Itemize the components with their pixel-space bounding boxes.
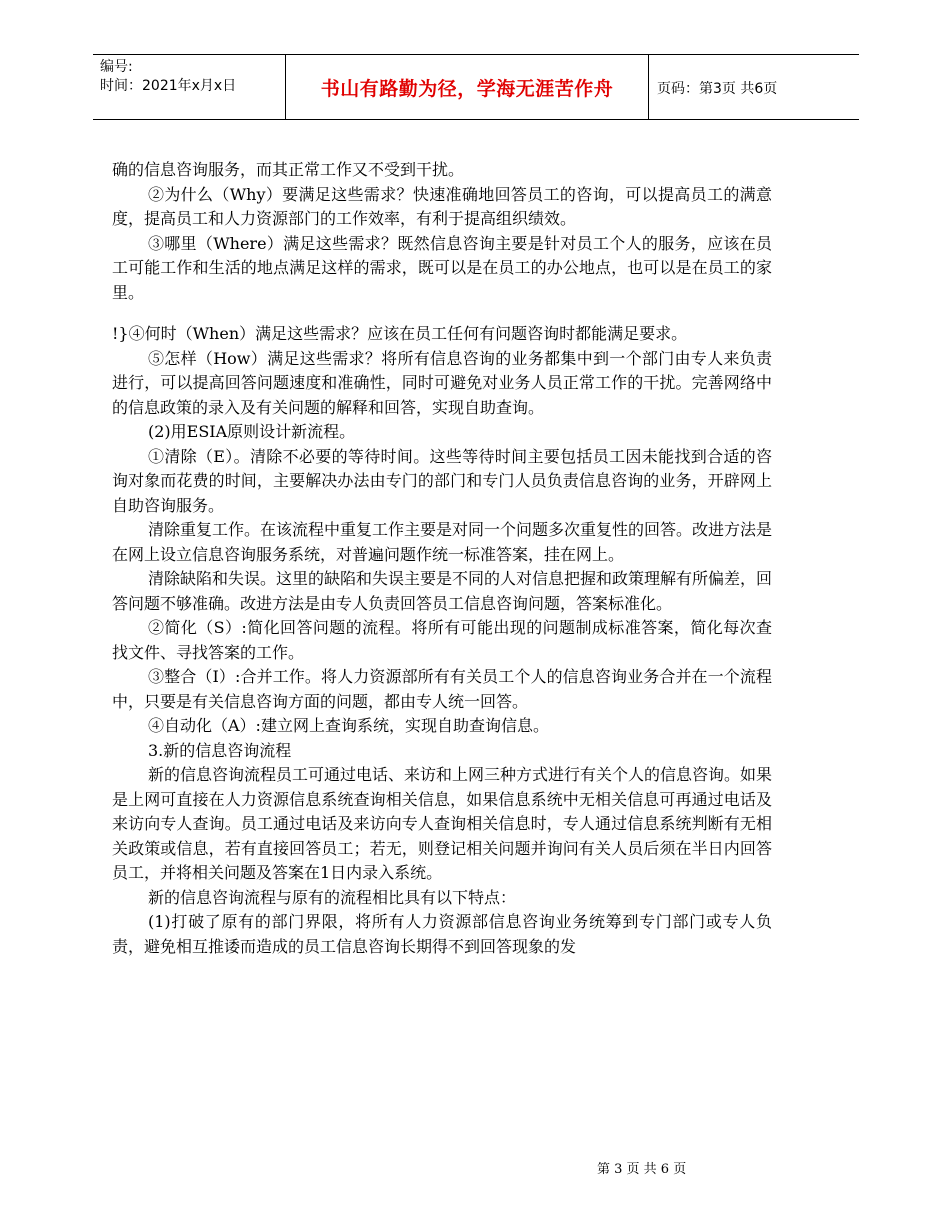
paragraph: ②简化（S）:简化回答问题的流程。将所有可能出现的问题制成标准答案，简化每次查找文件、寻找答案的工作。 <box>112 618 772 662</box>
paragraph: ①清除（E）。清除不必要的等待时间。这些等待时间主要包括员工因未能找到合适的咨询对象而花费的时间，主要解决办法由专门的部门和专门人员负责信息咨询的业务，开辟网上自助咨询服务。 <box>112 446 772 515</box>
paragraph: (1)打破了原有的部门界限，将所有人力资源部信息咨询业务统筹到专门部门或专人负责，避免相互推诿而造成的员工信息咨询长期得不到回答现象的发 <box>112 912 772 956</box>
paragraph: 确的信息咨询服务，而其正常工作又不受到干扰。 <box>112 160 465 179</box>
paragraph: 清除缺陷和失误。这里的缺陷和失误主要是不同的人对信息把握和政策理解有所偏差，回答问题不够准确。改进方法是由专人负责回答员工信息咨询问题，答案标准化。 <box>112 569 773 613</box>
serial-label: 编号: <box>100 59 133 75</box>
time-label: 时间：2021年x月x日 <box>100 78 237 94</box>
footer-page-number: 第 3 页 共 6 页 <box>597 1162 687 1177</box>
header-meta <box>100 58 282 96</box>
header-page-cell <box>657 55 777 121</box>
paragraph: 清除重复工作。在该流程中重复工作主要是对同一个问题多次重复性的回答。改进方法是在网上设立信息咨询服务系统，对普遍问题作统一标准答案，挂在网上。 <box>112 520 773 564</box>
motto-text: 书山有路勤为径，学海无涯苦作舟 <box>320 77 614 100</box>
page-header <box>93 54 859 120</box>
paragraph: 新的信息咨询流程与原有的流程相比具有以下特点： <box>148 887 517 907</box>
paragraph: ③整合（I）:合并工作。将人力资源部所有有关员工个人的信息咨询业务合并在一个流程中，只要是有关信息咨询方面的问题，都由专人统一回答。 <box>112 667 772 711</box>
page-label: 页码：第3页 共6页 <box>657 81 778 97</box>
section-heading: 3.新的信息咨询流程 <box>148 740 292 760</box>
paragraph: ③哪里（Where）满足这些需求？既然信息咨询主要是针对员工个人的服务，应该在员工可能工作和生活的地点满足这样的需求，既可以是在员工的办公地点，也可以是在员工的家里。 <box>112 233 772 302</box>
paragraph: 新的信息咨询流程员工可通过电话、来访和上网三种方式进行有关个人的信息咨询。如果是上网可直接在人力资源信息系统查询相关信息，如果信息系统中无相关信息可再通过电话及来访向专人查询。员工通过电话及来访向专人查询相关信息时，专人通过信息系统判断有无相关政策或信息，若有直接回答员工；若无，则登记相关问题并询问有关人员后须在半日内回答员工，并将相关问题及答案在1日内录入系统。 <box>112 765 773 882</box>
paragraph: ④自动化（A）:建立网上查询系统，实现自助查询信息。 <box>148 716 549 735</box>
paragraph: ②为什么（Why）要满足这些需求？快速准确地回答员工的咨询，可以提高员工的满意度，提高员工和人力资源部门的工作效率，有利于提高组织绩效。 <box>112 184 772 228</box>
paragraph: !}④何时（When）满足这些需求？应该在员工任何有问题咨询时都能满足要求。 <box>112 324 688 343</box>
header-motto-cell <box>285 54 649 120</box>
paragraph: (2)用ESIA原则设计新流程。 <box>148 422 356 441</box>
paragraph: ⑤怎样（How）满足这些需求？将所有信息咨询的业务都集中到一个部门由专人来负责进行，可以提高回答问题速度和准确性，同时可避免对业务人员正常工作的干扰。完善网络中的信息政策的录入及有关问题的解释和回答，实现自助查询。 <box>112 348 772 417</box>
document-body <box>112 158 772 959</box>
